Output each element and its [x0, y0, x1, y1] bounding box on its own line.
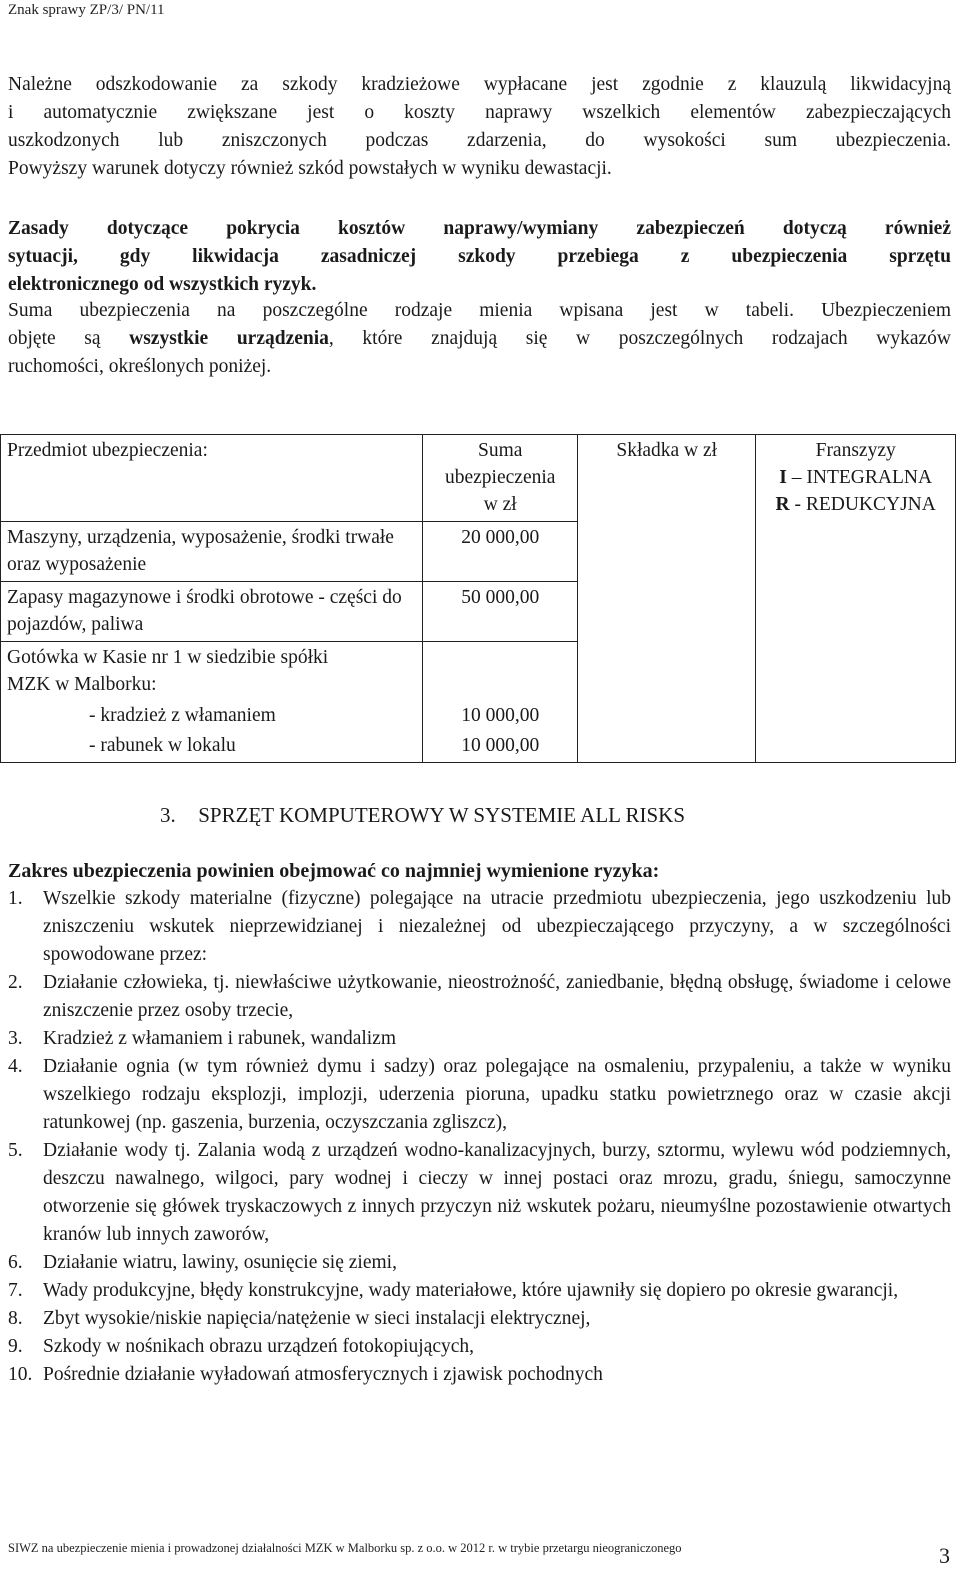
cash-sum: 10 000,00: [461, 705, 540, 726]
row-sum-cash: [423, 642, 578, 763]
header-sum-line: Suma: [478, 440, 523, 461]
list-text: Działanie ognia (w tym również dymu i sadzy) oraz polegające na osmaleniu, przypaleniu, a także w wyniku wszelkiego rodzaju eksplozji, implozji, uderzenia pioruna, upadku statku powietrznego oraz w czasie akcji ratunkowej (np. gaszenia, burzenia, oczyszczania zgliszcz),: [43, 1056, 951, 1133]
list-number: 5.: [8, 1140, 23, 1161]
cash-item: - rabunek w lokalu: [89, 735, 236, 756]
header-deductible: [756, 435, 956, 763]
section-title: SPRZĘT KOMPUTEROWY W SYSTEMIE ALL RISKS: [198, 803, 685, 827]
list-text: Szkody w nośnikach obrazu urządzeń fotokopiujących,: [43, 1336, 475, 1357]
list-text: Wszelkie szkody materialne (fizyczne) polegające na utracie przedmiotu ubezpieczenia, jego uszkodzeniu lub zniszczeniu wskutek nieprzewidzianej i niezależnej od ubezpieczającego przyczyny, a w szczególności spowodowane przez:: [43, 888, 951, 965]
text-line: ruchomości, określonych poniżej.: [8, 356, 272, 377]
list-text: Działanie człowieka, tj. niewłaściwe użytkowanie, nieostrożność, zaniedbanie, błędną obsługę, świadome i celowe zniszczenie przez osoby trzecie,: [43, 972, 951, 1021]
list-item: [8, 885, 951, 969]
intro-paragraph-2: [8, 215, 951, 299]
text-line: Suma ubezpieczenia na poszczególne rodzaje mienia wpisana jest w tabeli. Ubezpieczeniem: [8, 300, 951, 321]
reduction-label: [762, 491, 949, 518]
row-subject-cash: [1, 642, 423, 763]
integral-letter: I: [779, 467, 787, 488]
list-number: 2.: [8, 972, 23, 993]
page-number: 3: [939, 1543, 950, 1568]
list-number: 3.: [8, 1028, 23, 1049]
row-sum: 20 000,00: [423, 522, 578, 582]
cash-subject-line: Gotówka w Kasie nr 1 w siedzibie spółki: [7, 647, 329, 668]
text-fragment: , które znajdują się w poszczególnych rodzajach wykazów: [328, 328, 951, 349]
footer-text: SIWZ na ubezpieczenie mienia i prowadzonej działalności MZK w Malborku sp. z o.o. w 2012 r. w trybie przetargu nieograniczonego: [8, 1541, 682, 1555]
text-line: Zasady dotyczące pokrycia kosztów naprawy/wymiany zabezpieczeń dotyczą również: [8, 218, 951, 239]
list-number: 6.: [8, 1252, 23, 1273]
section-heading: [160, 800, 685, 830]
text-line: Powyższy warunek dotyczy również szkód powstałych w wyniku dewastacji.: [8, 158, 612, 179]
section-number: 3.: [160, 803, 176, 827]
list-item: [8, 969, 951, 1025]
text-line: uszkodzonych lub zniszczonych podczas zdarzenia, do wysokości sum ubezpieczenia.: [8, 130, 951, 151]
scope-title: Zakres ubezpieczenia powinien obejmować co najmniej wymienione ryzyka:: [8, 860, 660, 882]
header-premium: [578, 435, 756, 763]
case-reference: Znak sprawy ZP/3/ PN/11: [8, 2, 165, 18]
text-line: sytuacji, gdy likwidacja zasadniczej szkody przebiega z ubezpieczenia sprzętu: [8, 246, 951, 267]
integral-text: – INTEGRALNA: [786, 467, 933, 488]
header-sum-line: w zł: [483, 494, 517, 515]
text-line: Należne odszkodowanie za szkody kradzieżowe wypłacane jest zgodnie z klauzulą likwidacyjną: [8, 74, 951, 95]
text-line: [8, 325, 951, 353]
row-sum: 50 000,00: [423, 582, 578, 642]
table-header-row: [1, 435, 956, 522]
list-text: Pośrednie działanie wyładowań atmosferycznych i zjawisk pochodnych: [43, 1364, 603, 1385]
row-subject: Zapasy magazynowe i środki obrotowe - części do pojazdów, paliwa: [1, 582, 423, 642]
list-item: [8, 1361, 951, 1389]
list-text: Zbyt wysokie/niskie napięcia/natężenie w sieci instalacji elektrycznej,: [43, 1308, 591, 1329]
integral-label: [762, 464, 949, 491]
list-text: Wady produkcyjne, błędy konstrukcyjne, wady materiałowe, które ujawniły się dopiero po okresie gwarancji,: [43, 1280, 899, 1301]
text-line: elektronicznego od wszystkich ryzyk.: [8, 274, 317, 295]
row-subject: Maszyny, urządzenia, wyposażenie, środki trwałe oraz wyposażenie: [1, 522, 423, 582]
risk-list: [8, 885, 951, 1389]
list-item: [8, 1249, 951, 1277]
reduction-letter: R: [775, 494, 790, 515]
cash-item: - kradzież z włamaniem: [89, 705, 276, 726]
header-sum-line: ubezpieczenia: [445, 467, 556, 488]
list-number: 4.: [8, 1056, 23, 1077]
intro-paragraph-3: [8, 297, 951, 381]
list-item: [8, 1305, 951, 1333]
list-item: [8, 1025, 951, 1053]
text-fragment: objęte są: [8, 328, 130, 349]
list-text: Działanie wody tj. Zalania wodą z urządzeń wodno-kanalizacyjnych, burzy, sztormu, wylewu wód podziemnych, deszczu nawalnego, wilgoci, pary wodnej i cieczy w innej postaci oraz mrozu, gradu, śniegu, samoczynne otworzenie się główek tryskaczowych z innych przyczyn niż wskutek pożaru, nieumyślne pozostawienie otwartych kranów lub innych zaworów,: [43, 1140, 951, 1245]
header-premium-label: Składka w zł: [616, 440, 718, 461]
header-sum: [423, 435, 578, 522]
list-number: 8.: [8, 1308, 23, 1329]
cash-sum: 10 000,00: [461, 735, 540, 756]
list-text: Działanie wiatru, lawiny, osunięcie się ziemi,: [43, 1252, 397, 1273]
intro-paragraph-1: [8, 71, 951, 183]
text-line: i automatycznie zwiększane jest o koszty naprawy wszelkich elementów zabezpieczających: [8, 102, 951, 123]
reduction-text: - REDUKCYJNA: [789, 494, 936, 515]
insurance-table: [0, 434, 956, 763]
header-subject: Przedmiot ubezpieczenia:: [1, 435, 423, 522]
list-number: 9.: [8, 1336, 23, 1357]
list-item: [8, 1137, 951, 1249]
list-number: 1.: [8, 888, 23, 909]
list-item: [8, 1277, 951, 1305]
emphasis: wszystkie urządzenia: [129, 328, 329, 349]
header-deductible-title: Franszyzy: [815, 440, 896, 461]
list-text: Kradzież z włamaniem i rabunek, wandalizm: [43, 1028, 397, 1049]
list-number: 7.: [8, 1280, 23, 1301]
cash-subject-line: MZK w Malborku:: [7, 674, 157, 695]
list-item: [8, 1333, 951, 1361]
list-item: [8, 1053, 951, 1137]
list-number: 10.: [8, 1364, 33, 1385]
